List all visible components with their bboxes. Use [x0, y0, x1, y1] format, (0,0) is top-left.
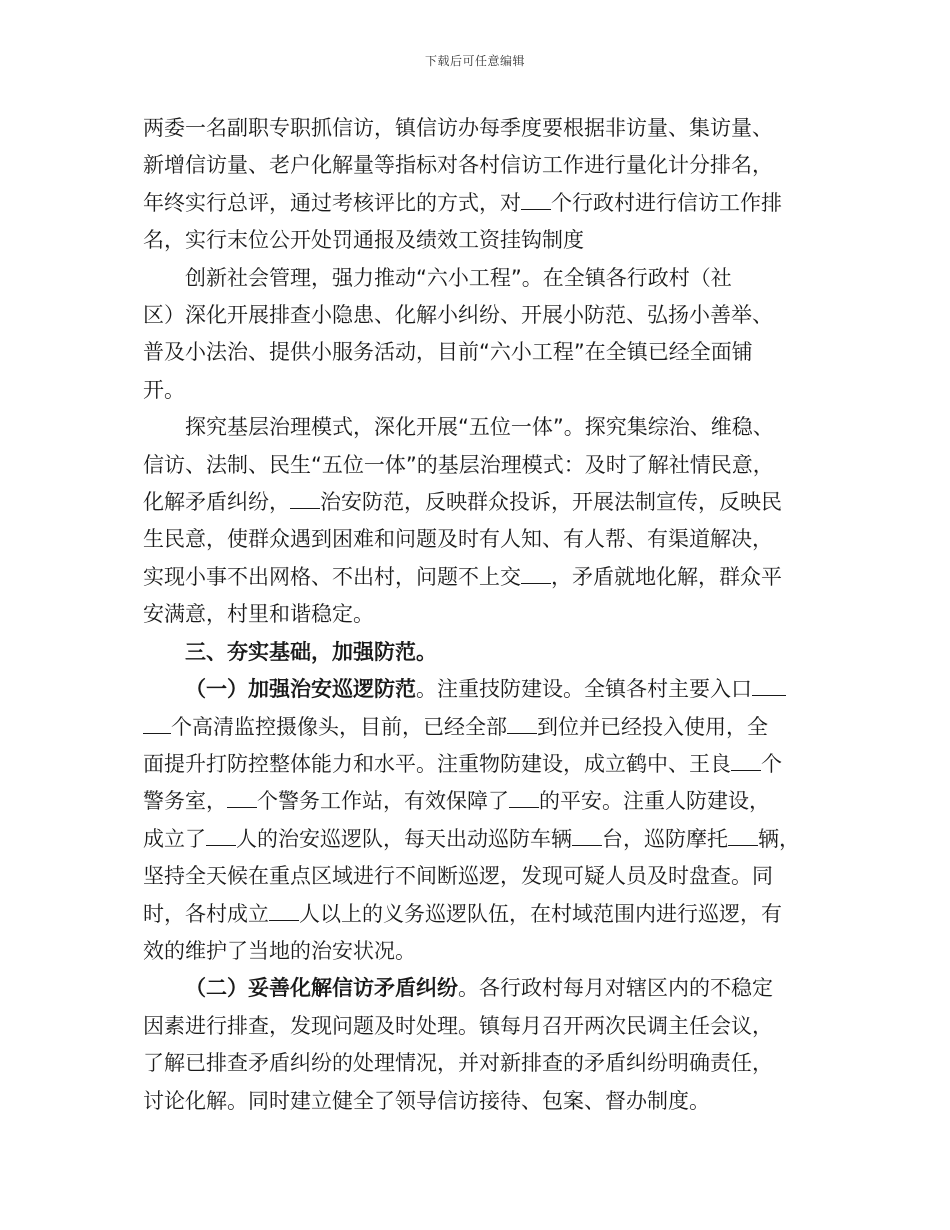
paragraph-5: [143, 970, 831, 1120]
text-line: 坚持全天候在重点区域进行不间断巡逻，发现可疑人员及时盘查。同: [143, 864, 773, 889]
blank-underline: [509, 787, 539, 808]
blank-underline: [752, 675, 786, 696]
page-header: 下载后可任意编辑: [424, 54, 525, 68]
text-line: 讨论化解。同时建立健全了领导信访接待、包案、督办制度。: [143, 1088, 710, 1113]
text-line: 安满意，村里和谐稳定。: [143, 602, 374, 627]
text-line: 探究基层治理模式，深化开展“五位一体”。探究集综治、维稳、: [185, 415, 774, 440]
text-span: 。注重技防建设。全镇各村主要入口: [416, 677, 752, 702]
text-span: 化解矛盾纠纷，: [143, 490, 290, 515]
text-line: [143, 185, 831, 222]
paragraph-2: [143, 260, 831, 410]
text-span: 个高清监控摄像头，目前，已经全部: [171, 714, 507, 739]
text-line: 区）深化开展排查小隐患、化解小纠纷、开展小防范、弘扬小善举、: [143, 303, 773, 328]
subsection-title: （二）妥善化解信访矛盾纠纷: [185, 976, 458, 1001]
text-line: [143, 970, 831, 1007]
text-span: 台，巡防摩托: [602, 826, 728, 851]
text-line: 生民意，使群众遇到困难和问题及时有人知、有人帮、有渠道解决，: [143, 527, 773, 552]
blank-underline: [507, 713, 537, 734]
blank-underline: [206, 825, 236, 846]
text-line: 普及小法治、提供小服务活动，目前“六小工程”在全镇已经全面铺: [143, 340, 753, 365]
text-line: 效的维护了当地的治安状况。: [143, 938, 416, 963]
blank-underline: [521, 189, 551, 210]
blank-underline: [269, 900, 299, 921]
text-span: 。各行政村每月对辖区内的不稳定: [458, 976, 773, 1001]
paragraph-3: [143, 409, 831, 633]
text-line: 两委一名副职专职抓信访，镇信访办每季度要根据非访量、集访量、: [143, 116, 773, 140]
text-span: 面提升打防控整体能力和水平。注重物防建设，成立鹤中、王良: [143, 751, 731, 776]
text-span: 人的治安巡逻队，每天出动巡防车辆: [236, 826, 572, 851]
text-span: 个行政村进行信访工作排: [551, 190, 782, 215]
text-line: [143, 896, 831, 933]
paragraph-1: [143, 110, 831, 260]
text-span: 辆，: [758, 826, 800, 851]
text-line: [143, 559, 831, 596]
text-line: [143, 484, 831, 521]
text-span: 警务室，: [143, 789, 227, 814]
blank-underline: [290, 488, 320, 509]
blank-underline: [572, 825, 602, 846]
section-heading: 三、夯实基础，加强防范。: [185, 639, 437, 664]
text-line: [143, 671, 831, 708]
text-span: 个: [761, 751, 782, 776]
text-span: 个警务工作站，有效保障了: [257, 789, 509, 814]
text-span: 到位并已经投入使用，全: [537, 714, 768, 739]
paragraph-4: [143, 671, 831, 970]
text-line: 因素进行排查，发现问题及时处理。镇每月召开两次民调主任会议，: [143, 1013, 773, 1038]
text-span: 时，各村成立: [143, 901, 269, 926]
text-line: 信访、法制、民生“五位一体”的基层治理模式：及时了解社情民意，: [143, 452, 774, 477]
text-span: 人以上的义务巡逻队伍，在村域范围内进行巡逻，有: [299, 901, 782, 926]
blank-underline: [521, 563, 551, 584]
text-line: 新增信访量、老户化解量等指标对各村信访工作进行量化计分排名，: [143, 153, 773, 178]
blank-underline: [143, 713, 171, 734]
text-span: 年终实行总评，通过考核评比的方式，对: [143, 190, 521, 215]
text-line: [143, 821, 831, 858]
text-line: 名，实行末位公开处罚通报及绩效工资挂钩制度: [143, 228, 584, 253]
text-line: 了解已排查矛盾纠纷的处理情况，并对新排查的矛盾纠纷明确责任，: [143, 1051, 773, 1076]
text-span: 成立了: [143, 826, 206, 851]
blank-underline: [728, 825, 758, 846]
blank-underline: [731, 750, 761, 771]
text-line: 创新社会管理，强力推动“六小工程”。在全镇各行政村（社: [185, 265, 732, 290]
text-span: 治安防范，反映群众投诉，开展法制宣传，反映民: [320, 490, 782, 515]
blank-underline: [227, 787, 257, 808]
text-span: 的平安。注重人防建设，: [539, 789, 770, 814]
text-line: [143, 709, 831, 746]
text-line: [143, 746, 831, 783]
subsection-title: （一）加强治安巡逻防范: [185, 677, 416, 702]
text-span: ，矛盾就地化解，群众平: [551, 564, 782, 589]
document-body: [143, 110, 831, 1120]
text-line: 开。: [143, 377, 185, 402]
text-line: [143, 783, 831, 820]
text-span: 实现小事不出网格、不出村，问题不上交: [143, 564, 521, 589]
